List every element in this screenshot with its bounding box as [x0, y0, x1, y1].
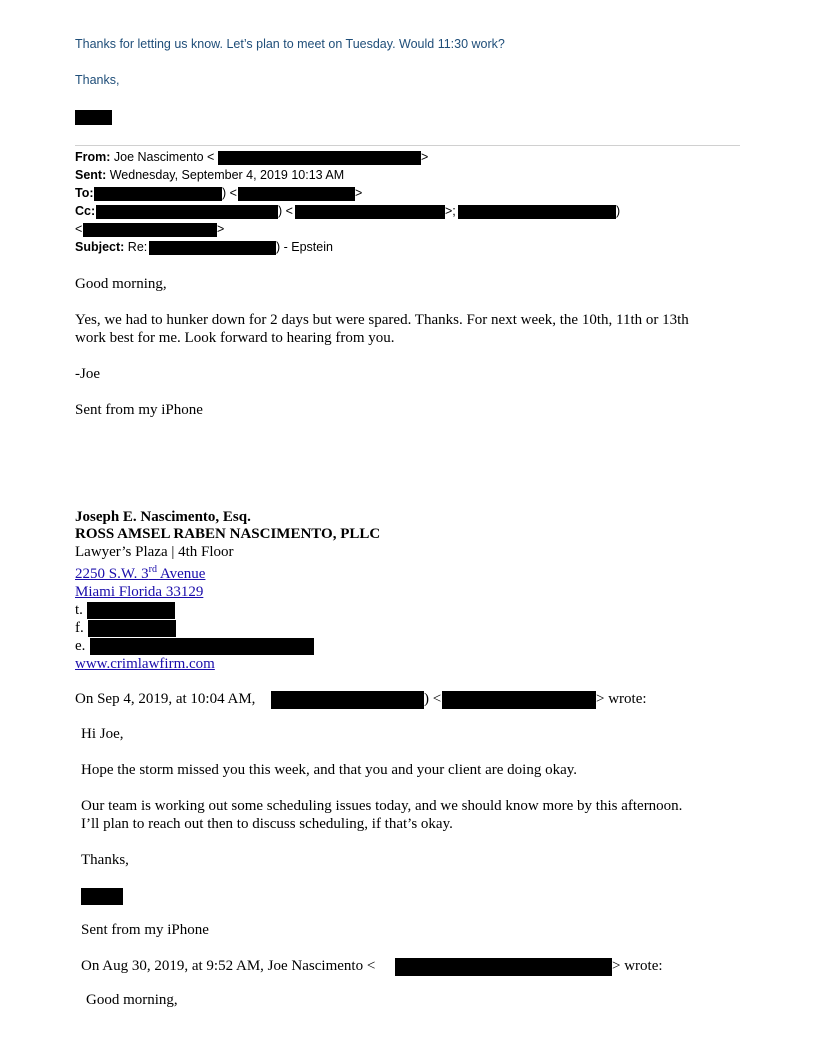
from-value: Joe Nascimento < — [113, 150, 215, 164]
redaction-box — [295, 205, 445, 219]
quote1-intro-post: > wrote: — [596, 691, 647, 707]
cc-line2-close: > — [217, 222, 225, 236]
redaction-box — [81, 888, 123, 905]
signature-suite: Lawyer’s Plaza | 4th Floor — [75, 544, 234, 560]
quote1-intro-mid: ) < — [424, 691, 442, 707]
redaction-box — [88, 620, 176, 637]
redaction-box — [458, 205, 616, 219]
body-paragraph: Yes, we had to hunker down for 2 days but were spared. Thanks. For next week, the 10th, 11th or 13th — [75, 312, 689, 328]
quote1-greeting: Hi Joe, — [81, 726, 124, 742]
header-divider — [75, 145, 740, 146]
from-label: From: — [75, 150, 111, 164]
reply-message: Thanks for letting us know. Let’s plan to meet on Tuesday. Would 11:30 work? — [75, 37, 505, 51]
address-ordinal: rd — [148, 564, 157, 575]
subject-prefix: Re: — [127, 240, 148, 254]
body-greeting: Good morning, — [75, 276, 167, 292]
address-avenue: Avenue — [156, 566, 206, 582]
body-sign: -Joe — [75, 366, 100, 382]
cc-label: Cc: — [75, 204, 96, 218]
body-paragraph-cont: work best for me. Look forward to hearing from you. — [75, 330, 395, 346]
redaction-box — [75, 110, 112, 125]
quote2-greeting: Good morning, — [86, 992, 178, 1008]
reply-closing: Thanks, — [75, 73, 120, 87]
cc-line2-open: < — [75, 222, 83, 236]
signature-phone-label: t. — [75, 602, 83, 618]
quote2-intro: On Aug 30, 2019, at 9:52 AM, Joe Nascimento < — [81, 958, 376, 974]
redaction-box — [442, 691, 596, 709]
signature-fax-label: f. — [75, 620, 84, 636]
redaction-box — [149, 241, 276, 255]
redaction-box — [218, 151, 421, 165]
quote1-paragraph: Our team is working out some scheduling issues today, and we should know more by this afternoon. — [81, 798, 683, 814]
from-close: > — [421, 150, 429, 164]
cc-mid: ) < — [278, 204, 293, 218]
to-mid: ) < — [222, 186, 237, 200]
signature-address-link[interactable] — [75, 566, 205, 583]
sent-label: Sent: — [75, 168, 107, 182]
quote1-paragraph: Hope the storm missed you this week, and that you and your client are doing okay. — [81, 762, 578, 778]
quote1-intro: On Sep 4, 2019, at 10:04 AM, — [75, 691, 256, 707]
body-sent-from: Sent from my iPhone — [75, 402, 203, 418]
signature-email-label: e. — [75, 638, 86, 654]
quote1-closing: Thanks, — [81, 852, 129, 868]
redaction-box — [87, 602, 175, 619]
signature-website-link[interactable]: www.crimlawfirm.com — [75, 656, 215, 672]
to-close: > — [355, 186, 363, 200]
redaction-box — [395, 958, 612, 976]
quote1-paragraph-cont: I’ll plan to reach out then to discuss scheduling, if that’s okay. — [81, 816, 453, 832]
address-street: 2250 S.W. 3 — [75, 566, 149, 582]
redaction-box — [96, 205, 278, 219]
redaction-box — [83, 223, 217, 237]
signature-firm: ROSS AMSEL RABEN NASCIMENTO, PLLC — [75, 526, 381, 542]
subject-suffix: ) - Epstein — [276, 240, 333, 254]
quote1-sent-from: Sent from my iPhone — [81, 922, 209, 938]
redaction-box — [94, 187, 222, 201]
signature-name: Joseph E. Nascimento, Esq. — [75, 509, 251, 525]
subject-label: Subject: — [75, 240, 125, 254]
redaction-box — [90, 638, 314, 655]
cc-sep: >; — [445, 204, 456, 218]
to-label: To: — [75, 186, 94, 200]
quote2-intro-post: > wrote: — [612, 958, 663, 974]
redaction-box — [271, 691, 424, 709]
sent-value: Wednesday, September 4, 2019 10:13 AM — [109, 168, 345, 182]
to-line — [75, 186, 94, 200]
cc-line — [75, 204, 95, 218]
subject-line — [75, 240, 147, 254]
redaction-box — [238, 187, 355, 201]
from-line — [75, 150, 214, 164]
cc-paren: ) — [616, 204, 621, 218]
sent-line — [75, 168, 344, 182]
signature-city-link[interactable]: Miami Florida 33129 — [75, 584, 204, 600]
